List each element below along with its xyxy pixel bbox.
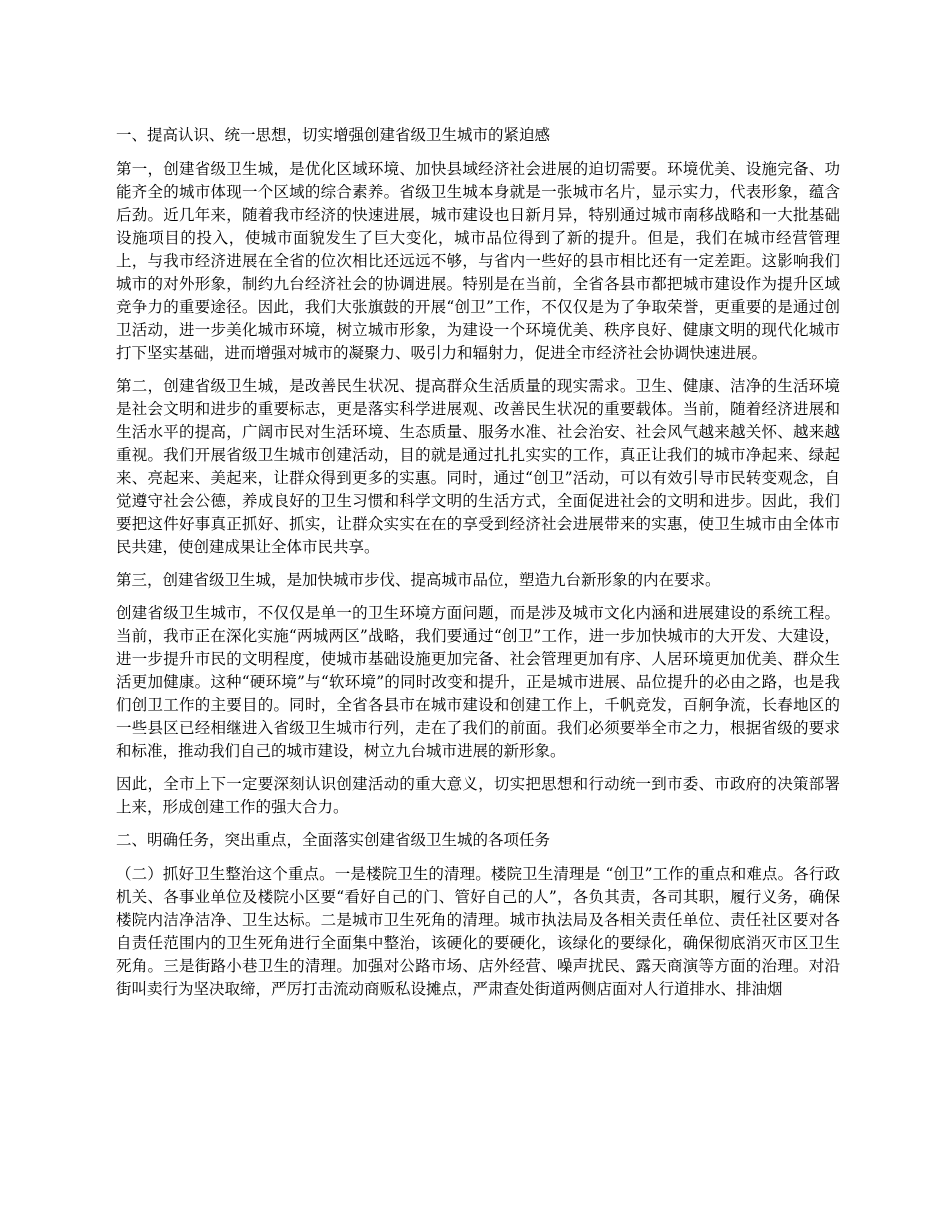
paragraph-3: 第三，创建省级卫生城，是加快城市步伐、提高城市品位，塑造九台新形象的内在要求。	[116, 571, 721, 589]
paragraph-4: 创建省级卫生城市，不仅仅是单一的卫生环境方面问题，而是涉及城市文化内涵和进展建设的系统工程。当前，我市正在深化实施“两城两区”战略，我们要通过“创卫”工作，进一步加快城市的大开发、大建设，进一步提升市民的文明程度，使城市基础设施更加完备、社会管理更加有序、人居环境更加优美、群众生活更加健康。这种“硬环境”与“软环境”的同时改变和提升，正是城市进展、品位提升的必由之路，也是我们创卫工作的主要目的。同时，全省各县市在城市建设和创建工作上，千帆竞发，百舸争流，长春地区的一些县区已经相继进入省级卫生城市行列，走在了我们的前面。我们必须要举全市之力，根据省级的要求和标准，推动我们自己的城市建设，树立九台城市进展的新形象。	[116, 604, 840, 760]
paragraph-6: （二）抓好卫生整治这个重点。一是楼院卫生的清理。楼院卫生清理是 “创卫”工作的重点和难点。各行政机关、各事业单位及楼院小区要“看好自己的门、管好自己的人”，各负其责，各司其职，履行义务，确保楼院内洁净洁净、卫生达标。二是城市卫生死角的清理。城市执法局及各相关责任单位、责任社区要对各自责任范围内的卫生死角进行全面集中整治，该硬化的要硬化，该绿化的要绿化，确保彻底消灭市区卫生死角。三是街路小巷卫生的清理。加强对公路市场、店外经营、噪声扰民、露天商演等方面的治理。对沿街叫卖行为坚决取缔，严厉打击流动商贩私设摊点，严肃查处街道两侧店面对人行道排水、排油烟	[116, 865, 840, 998]
section-heading-1: 一、提高认识、统一思想，切实增强创建省级卫生城市的紧迫感	[116, 126, 551, 144]
paragraph-2: 第二，创建省级卫生城，是改善民生状况、提高群众生活质量的现实需求。卫生、健康、洁净的生活环境是社会文明和进步的重要标志，更是落实科学进展观、改善民生状况的重要载体。当前，随着经济进展和生活水平的提高，广阔市民对生活环境、生态质量、服务水准、社会治安、社会风气越来越关怀、越来越重视。我们开展省级卫生城市创建活动，目的就是通过扎扎实实的工作，真正让我们的城市净起来、绿起来、亮起来、美起来，让群众得到更多的实惠。同时，通过“创卫”活动，可以有效引导市民转变观念，自觉遵守社会公德，养成良好的卫生习惯和科学文明的生活方式，全面促进社会的文明和进步。因此，我们要把这件好事真正抓好、抓实，让群众实实在在的享受到经济社会进展带来的实惠，使卫生城市由全体市民共建，使创建成果让全体市民共享。	[116, 377, 840, 556]
document-body	[116, 124, 840, 1011]
paragraph-5: 因此，全市上下一定要深刻认识创建活动的重大意义，切实把思想和行动统一到市委、市政府的决策部署上来，形成创建工作的强大合力。	[116, 775, 840, 816]
paragraph-1: 第一，创建省级卫生城，是优化区域环境、加快县域经济社会进展的迫切需要。环境优美、设施完备、功能齐全的城市体现一个区域的综合素养。省级卫生城本身就是一张城市名片，显示实力，代表形象，蕴含后劲。近几年来，随着我市经济的快速进展，城市建设也日新月异，特别通过城市南移战略和一大批基础设施项目的投入，使城市面貌发生了巨大变化，城市品位得到了新的提升。但是，我们在城市经营管理上，与我市经济进展在全省的位次相比还远远不够，与省内一些好的县市相比还有一定差距。这影响我们城市的对外形象，制约九台经济社会的协调进展。特别是在当前，全省各县市都把城市建设作为提升区域竞争力的重要途径。因此，我们大张旗鼓的开展“创卫”工作，不仅仅是为了争取荣誉，更重要的是通过创卫活动，进一步美化城市环境，树立城市形象，为建设一个环境优美、秩序良好、健康文明的现代化城市打下坚实基础，进而增强对城市的凝聚力、吸引力和辐射力，促进全市经济社会协调快速进展。	[116, 160, 840, 362]
section-heading-2: 二、明确任务，突出重点，全面落实创建省级卫生城的各项任务	[116, 831, 551, 849]
